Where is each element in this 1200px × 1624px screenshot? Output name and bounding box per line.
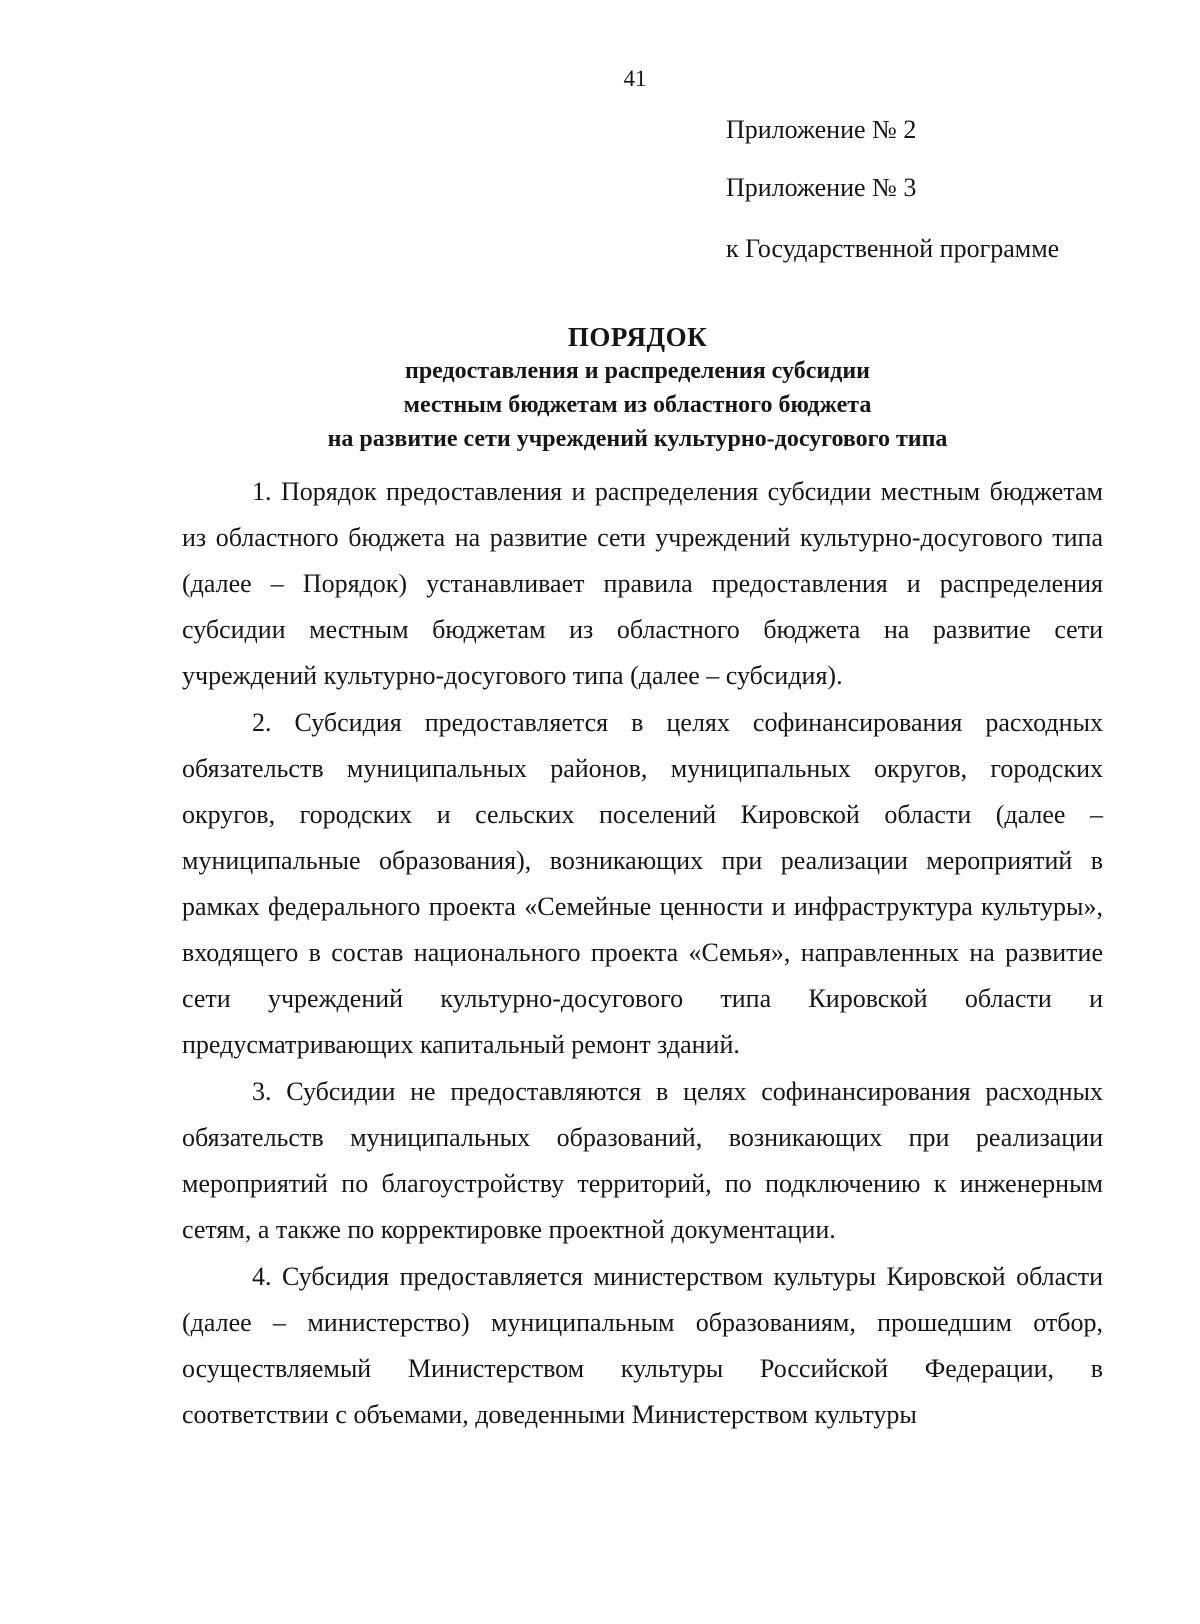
title-line-3: на развитие сети учреждений культурно-досугового типа bbox=[327, 426, 948, 452]
page-number: 41 bbox=[623, 66, 647, 91]
paragraph-2: 2. Субсидия предоставляется в целях софинансирования расходных обязательств муниципальных районов, муниципальных округов, городских округов, городских и сельских поселений Кировской области (далее – муниципальные образования), возникающих при реализации мероприятий в рамках федерального проекта «Семейные ценности и инфраструктура культуры», входящего в состав национального проекта «Семья», направленных на развитие сети учреждений культурно-досугового типа Кировской области и предусматривающих капитальный ремонт зданий. bbox=[182, 708, 1103, 1059]
appendix-line-3: к Государственной программе bbox=[726, 234, 1060, 263]
title-line-1: предоставления и распределения субсидии bbox=[405, 358, 870, 384]
document-body bbox=[182, 469, 1103, 1439]
title-main: ПОРЯДОК bbox=[567, 322, 708, 352]
paragraph-3: 3. Субсидии не предоставляются в целях софинансирования расходных обязательств муниципальных образований, возникающих при реализации мероприятий по благоустройству территорий, по подключению к инженерным сетям, а также по корректировке проектной документации. bbox=[182, 1077, 1103, 1244]
paragraph-4: 4. Субсидия предоставляется министерством культуры Кировской области (далее – министерство) муниципальным образованиям, прошедшим отбор, осуществляемый Министерством культуры Российской Федерации, в соответствии с объемами, доведенными Министерством культуры bbox=[182, 1262, 1103, 1429]
document-title bbox=[170, 320, 1105, 456]
paragraph-1: 1. Порядок предоставления и распределения субсидии местным бюджетам из областного бюджета на развитие сети учреждений культурно-досугового типа (далее – Порядок) устанавливает правила предоставления и распределения субсидии местным бюджетам из областного бюджета на развитие сети учреждений культурно-досугового типа (далее – субсидия). bbox=[182, 477, 1103, 690]
title-line-2: местным бюджетам из областного бюджета bbox=[403, 392, 872, 418]
appendix-line-1: Приложение № 2 bbox=[726, 115, 917, 144]
appendix-line-2: Приложение № 3 bbox=[726, 173, 917, 202]
